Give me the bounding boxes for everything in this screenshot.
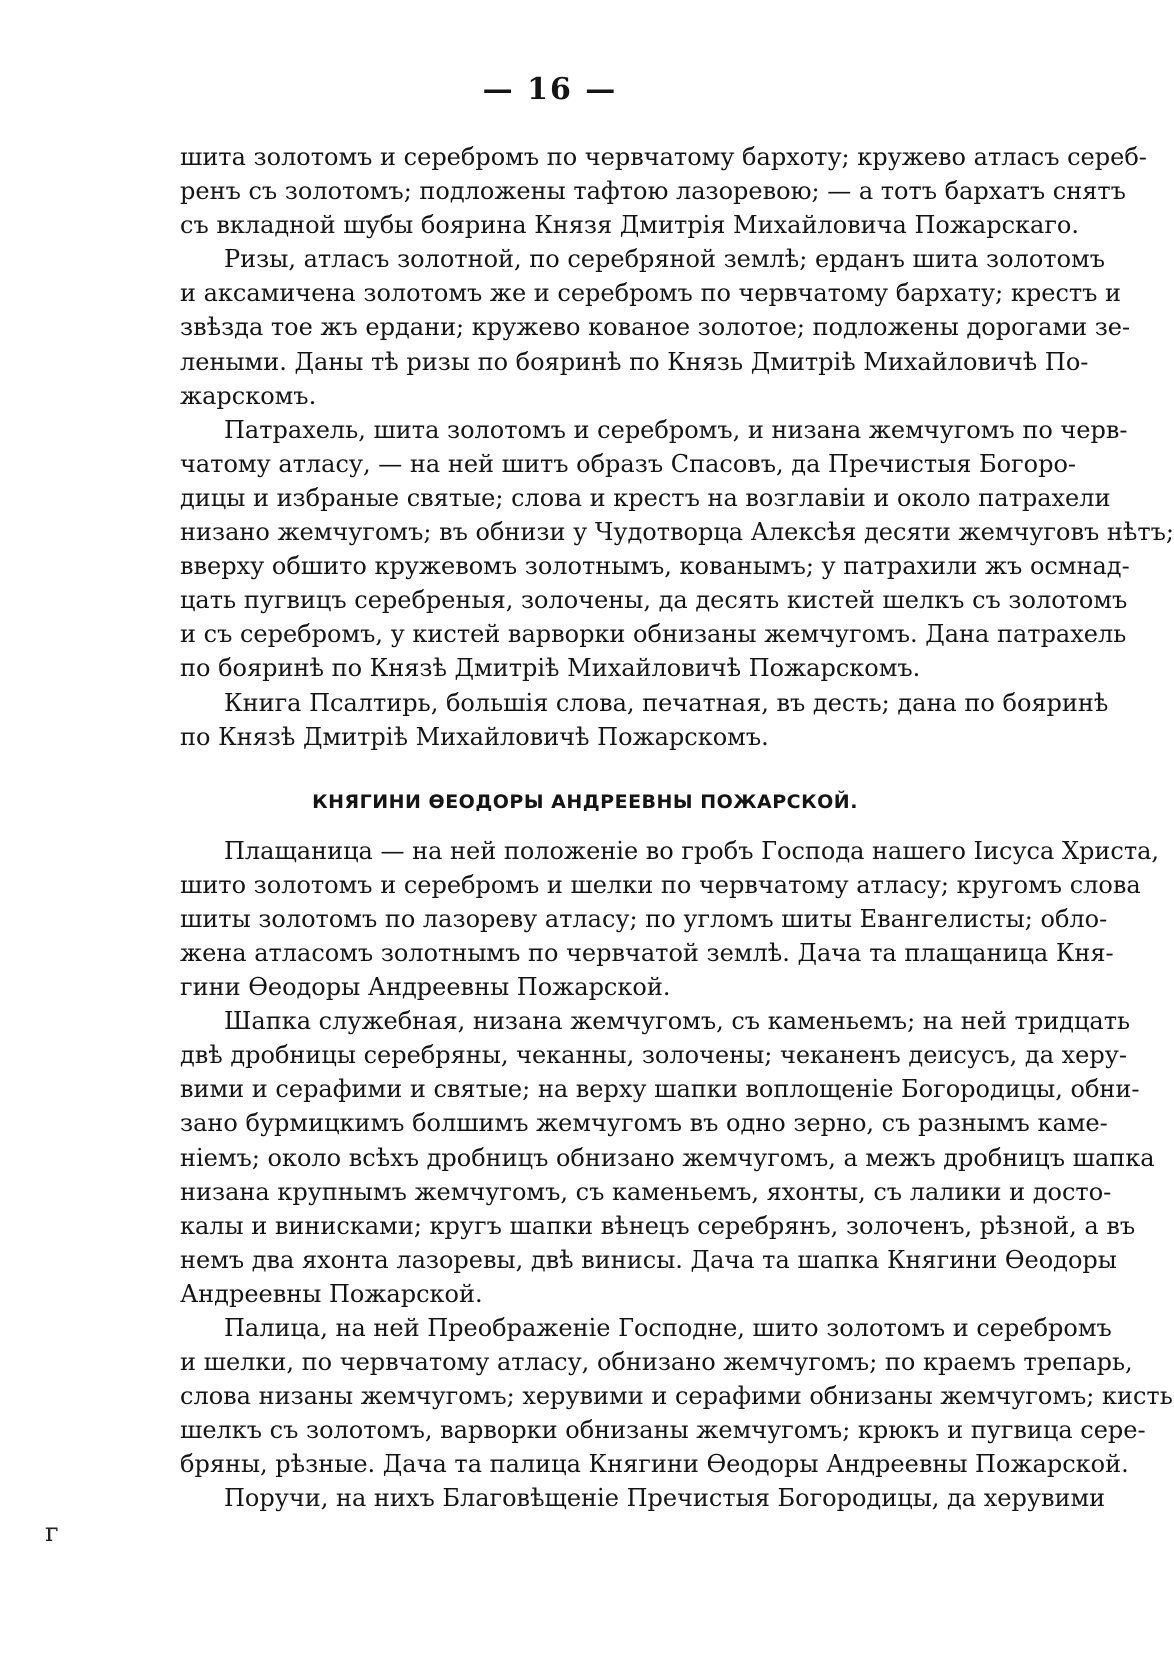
text-line: вверху обшито кружевомъ золотнымъ, кованымъ; у патрахили жъ осмнад- [180,552,1130,581]
text-line: и аксамичена золотомъ же и серебромъ по червчатому бархату; крестъ и [180,279,1122,308]
text-line: звѣзда тое жъ ердани; кружево кованое золотое; подложены дорогами зе- [180,313,1131,342]
text-line: и шелки, по червчатому атласу, обнизано жемчугомъ; по краемъ трепарь, [180,1348,1133,1377]
text-line: гини Өеодоры Андреевны Пожарской. [180,973,671,1002]
text-line: Плащаница — на ней положеніе во гробъ Господа нашего Іисуса Христа, [224,836,1160,865]
text-line: шито золотомъ и серебромъ и шелки по червчатому атласу; кругомъ слова [180,870,1141,899]
text-line: по бояринѣ по Князѣ Дмитріѣ Михайловичѣ Пожарскомъ. [180,654,921,683]
text-line: ніемъ; около всѣхъ дробницъ обнизано жемчугомъ, а межъ дробницъ шапка [180,1143,1155,1172]
text-line: и съ серебромъ, у кистей варворки обнизаны жемчугомъ. Дана патрахель [180,620,1127,649]
text-line: шита золотомъ и серебромъ по червчатому бархоту; кружево атласъ сереб- [180,143,1147,171]
text-line: леными. Даны тѣ ризы по бояринѣ по Князь Дмитріѣ Михайловичѣ По- [180,347,1089,376]
text-line: чатому атласу, — на ней шитъ образъ Спасовъ, да Пречистыя Богоро- [180,449,1077,478]
text-line: Поручи, на нихъ Благовѣщеніе Пречистыя Богородицы, да херувими [224,1484,1106,1513]
text-line: низано жемчугомъ; въ обнизи у Чудотворца Алексѣя десяти жемчуговъ нѣтъ; [180,518,1174,547]
text-line: двѣ дробницы серебряны, чеканны, золочены; чеканенъ деисусъ, да херу- [180,1041,1127,1070]
text-line: бряны, рѣзные. Дача та палица Княгини Өеодоры Андреевны Пожарской. [180,1450,1129,1479]
text-line: съ вкладной шубы боярина Князя Дмитрія Михайловича Пожарскаго. [180,211,1079,240]
text-line: жена атласомъ золотнымъ по червчатой землѣ. Дача та плащаница Кня- [180,938,1114,967]
text-line: Патрахель, шита золотомъ и серебромъ, и низана жемчугомъ по черв- [224,415,1128,444]
text-line: низана крупнымъ жемчугомъ, съ каменьемъ, яхонты, съ лалики и досто- [180,1177,1112,1206]
text-line: дицы и избраные святые; слова и крестъ на возглавіи и около патрахели [180,483,1111,512]
text-line: Палица, на ней Преображеніе Господне, шито золотомъ и серебромъ [224,1314,1112,1342]
main-text [180,140,1174,1516]
text-line: Ризы, атласъ золотной, по серебряной землѣ; ерданъ шита золотомъ [224,245,1105,274]
text-line: Андреевны Пожарской. [180,1279,483,1308]
text-line: цать пугвицъ серебреныя, золочены, да десять кистей шелкъ съ золотомъ [180,586,1128,615]
section-heading: КНЯГИНИ ӨЕОДОРЫ АНДРЕЕВНЫ ПОЖАРСКОЙ. [312,790,858,813]
text-line: зано бурмицкимъ болшимъ жемчугомъ въ одно зерно, съ разнымъ каме- [180,1109,1108,1138]
text-line: калы и винисками; кругъ шапки вѣнецъ серебрянъ, золоченъ, рѣзной, а въ [180,1211,1136,1240]
text-line: немъ два яхонта лазоревы, двѣ винисы. Дача та шапка Княгини Өеодоры [180,1245,1117,1274]
margin-mark: г [45,1518,59,1548]
text-line: Шапка служебная, низана жемчугомъ, съ каменьемъ; на ней тридцать [224,1007,1131,1036]
text-line: шелкъ съ золотомъ, варворки обнизаны жемчугомъ; крюкъ и пугвица сере- [180,1416,1146,1445]
text-line: шиты золотомъ по лазореву атласу; по угломъ шиты Евангелисты; обло- [180,904,1108,933]
text-line: по Князѣ Дмитріѣ Михайловичѣ Пожарскомъ. [180,722,769,751]
page-number: — 16 — [482,72,618,107]
text-line: жарскомъ. [180,381,317,410]
text-line: слова низаны жемчугомъ; херувими и серафими обнизаны жемчугомъ; кисть [180,1382,1173,1411]
text-line: Книга Псалтирь, большія слова, печатная, въ десть; дана по бояринѣ [224,688,1109,717]
text-line: ренъ съ золотомъ; подложены тафтою лазоревою; — а тотъ бархатъ снятъ [180,177,1126,206]
text-line: вими и серафими и святые; на верху шапки воплощеніе Богородицы, обни- [180,1075,1140,1104]
